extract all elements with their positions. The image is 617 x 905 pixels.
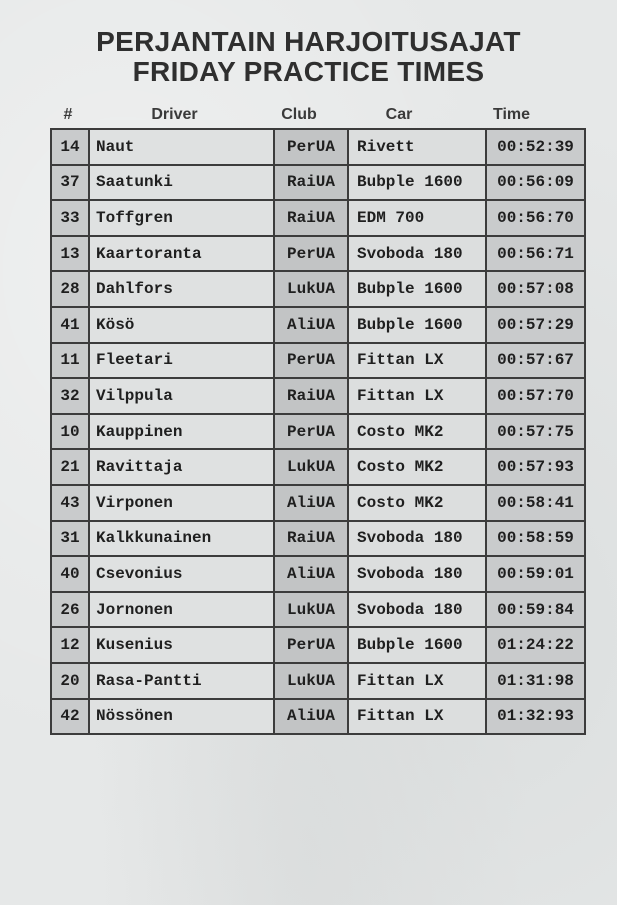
cell-car: Bubple 1600: [348, 165, 486, 201]
practice-times-table: [50, 128, 586, 735]
cell-driver: Jornonen: [89, 592, 274, 628]
cell-club: LukUA: [274, 449, 348, 485]
cell-time: 01:31:98: [486, 663, 585, 699]
cell-driver: Dahlfors: [89, 271, 274, 307]
cell-club: PerUA: [274, 129, 348, 165]
practice-times-body: [51, 129, 585, 734]
cell-time: 00:57:75: [486, 414, 585, 450]
cell-club: LukUA: [274, 663, 348, 699]
cell-time: 01:32:93: [486, 699, 585, 735]
cell-number: 32: [51, 378, 89, 414]
table-row: [51, 129, 585, 165]
table-row: [51, 307, 585, 343]
cell-club: AliUA: [274, 485, 348, 521]
cell-car: Fittan LX: [348, 343, 486, 379]
cell-club: AliUA: [274, 556, 348, 592]
cell-number: 28: [51, 271, 89, 307]
table-row: [51, 165, 585, 201]
cell-number: 33: [51, 200, 89, 236]
table-row: [51, 663, 585, 699]
table-row: [51, 378, 585, 414]
cell-driver: Fleetari: [89, 343, 274, 379]
cell-number: 40: [51, 556, 89, 592]
cell-driver: Nössönen: [89, 699, 274, 735]
cell-driver: Csevonius: [89, 556, 274, 592]
cell-time: 00:56:71: [486, 236, 585, 272]
table-row: [51, 592, 585, 628]
column-header-driver: Driver: [151, 106, 198, 123]
cell-club: PerUA: [274, 414, 348, 450]
table-row: [51, 449, 585, 485]
cell-number: 10: [51, 414, 89, 450]
cell-driver: Toffgren: [89, 200, 274, 236]
cell-driver: Saatunki: [89, 165, 274, 201]
cell-car: Fittan LX: [348, 699, 486, 735]
cell-car: Bubple 1600: [348, 307, 486, 343]
cell-number: 42: [51, 699, 89, 735]
cell-car: Fittan LX: [348, 378, 486, 414]
cell-car: Costo MK2: [348, 414, 486, 450]
cell-number: 31: [51, 521, 89, 557]
cell-car: Bubple 1600: [348, 627, 486, 663]
cell-club: RaiUA: [274, 378, 348, 414]
cell-time: 00:52:39: [486, 129, 585, 165]
table-row: [51, 343, 585, 379]
cell-club: PerUA: [274, 627, 348, 663]
cell-car: Costo MK2: [348, 485, 486, 521]
cell-number: 37: [51, 165, 89, 201]
page-title-finnish: PERJANTAIN HARJOITUSAJAT: [96, 26, 521, 57]
cell-club: AliUA: [274, 699, 348, 735]
cell-car: Bubple 1600: [348, 271, 486, 307]
table-row: [51, 200, 585, 236]
table-row: [51, 627, 585, 663]
cell-club: RaiUA: [274, 165, 348, 201]
cell-driver: Rasa-Pantti: [89, 663, 274, 699]
cell-number: 41: [51, 307, 89, 343]
cell-club: PerUA: [274, 236, 348, 272]
cell-car: Svoboda 180: [348, 556, 486, 592]
cell-driver: Vilppula: [89, 378, 274, 414]
cell-time: 00:58:59: [486, 521, 585, 557]
cell-time: 00:56:70: [486, 200, 585, 236]
cell-club: RaiUA: [274, 521, 348, 557]
table-row: [51, 556, 585, 592]
cell-driver: Ravittaja: [89, 449, 274, 485]
cell-time: 01:24:22: [486, 627, 585, 663]
cell-car: Svoboda 180: [348, 592, 486, 628]
cell-driver: Kauppinen: [89, 414, 274, 450]
table-header: [50, 106, 560, 126]
table-row: [51, 699, 585, 735]
cell-club: RaiUA: [274, 200, 348, 236]
cell-number: 12: [51, 627, 89, 663]
cell-club: LukUA: [274, 271, 348, 307]
cell-car: Rivett: [348, 129, 486, 165]
table-row: [51, 521, 585, 557]
cell-car: Fittan LX: [348, 663, 486, 699]
column-header-number: #: [63, 106, 73, 123]
cell-club: LukUA: [274, 592, 348, 628]
page-title-english: FRIDAY PRACTICE TIMES: [132, 56, 485, 87]
column-header-time: Time: [492, 106, 531, 123]
cell-driver: Kaartoranta: [89, 236, 274, 272]
cell-time: 00:57:70: [486, 378, 585, 414]
cell-driver: Naut: [89, 129, 274, 165]
cell-number: 21: [51, 449, 89, 485]
cell-time: 00:58:41: [486, 485, 585, 521]
column-header-club: Club: [281, 106, 317, 123]
cell-time: 00:57:29: [486, 307, 585, 343]
cell-car: Costo MK2: [348, 449, 486, 485]
table-row: [51, 236, 585, 272]
cell-time: 00:59:84: [486, 592, 585, 628]
cell-driver: Kalkkunainen: [89, 521, 274, 557]
cell-club: PerUA: [274, 343, 348, 379]
table-row: [51, 414, 585, 450]
cell-car: EDM 700: [348, 200, 486, 236]
cell-number: 11: [51, 343, 89, 379]
cell-number: 14: [51, 129, 89, 165]
cell-number: 43: [51, 485, 89, 521]
cell-car: Svoboda 180: [348, 236, 486, 272]
cell-time: 00:57:93: [486, 449, 585, 485]
cell-time: 00:57:67: [486, 343, 585, 379]
table-row: [51, 485, 585, 521]
cell-driver: Virponen: [89, 485, 274, 521]
column-header-car: Car: [385, 106, 413, 123]
cell-number: 13: [51, 236, 89, 272]
table-row: [51, 271, 585, 307]
cell-number: 26: [51, 592, 89, 628]
cell-club: AliUA: [274, 307, 348, 343]
cell-driver: Kusenius: [89, 627, 274, 663]
cell-time: 00:59:01: [486, 556, 585, 592]
cell-time: 00:57:08: [486, 271, 585, 307]
cell-time: 00:56:09: [486, 165, 585, 201]
cell-car: Svoboda 180: [348, 521, 486, 557]
cell-driver: Kösö: [89, 307, 274, 343]
cell-number: 20: [51, 663, 89, 699]
